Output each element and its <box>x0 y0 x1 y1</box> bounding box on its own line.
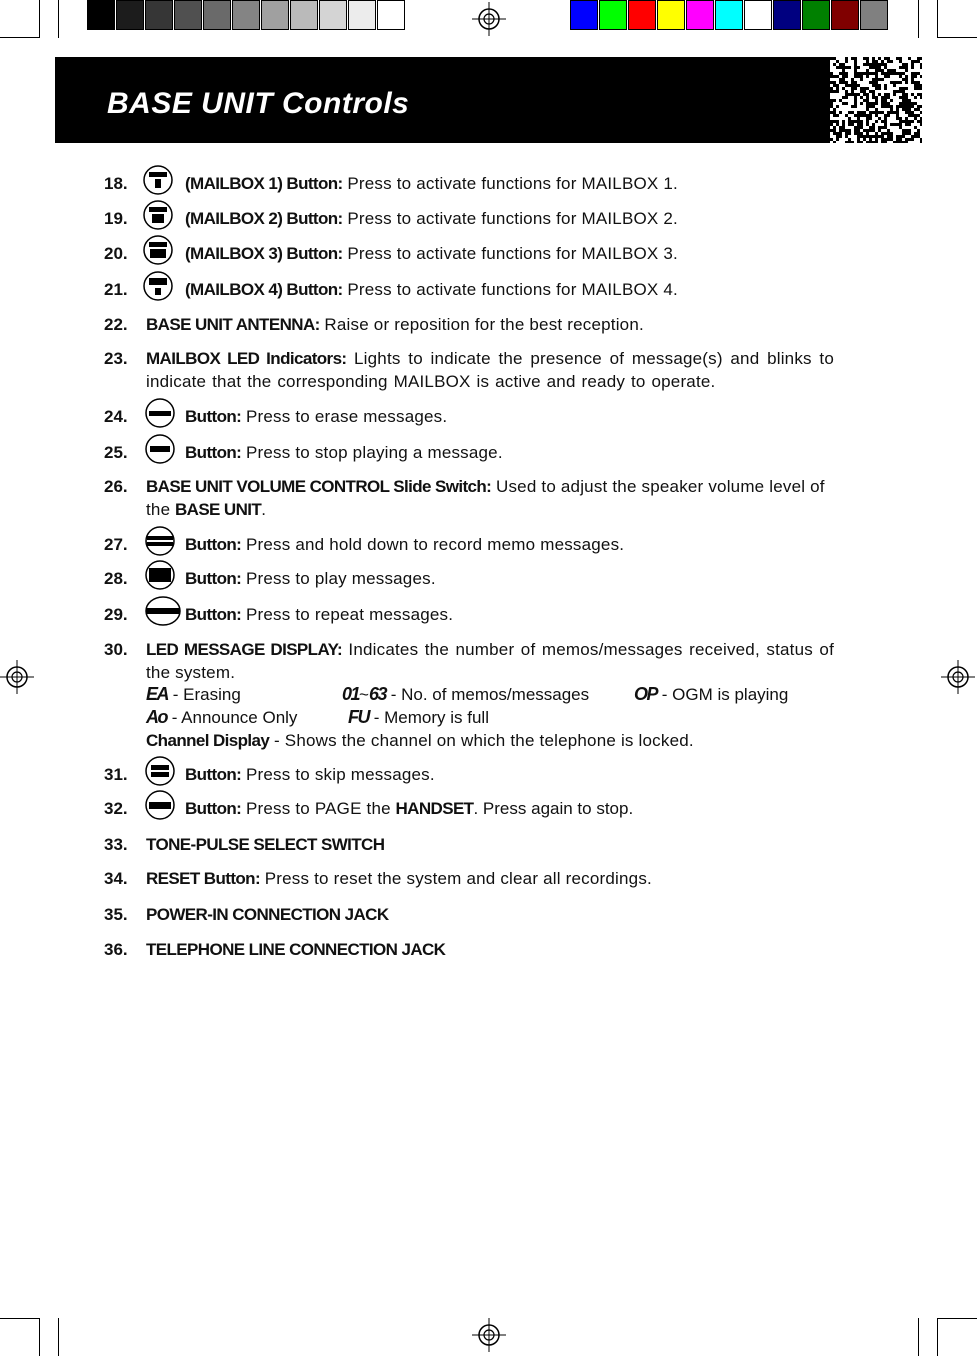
item-description: Raise or reposition for the best reception. <box>324 315 644 334</box>
item-description: Press and hold down to record memo messages. <box>245 535 625 554</box>
item-label: RESET Button: <box>146 869 261 888</box>
item-description: Press to repeat messages. <box>245 605 454 624</box>
display-code-announce <box>146 706 297 729</box>
item-label: Button: <box>185 443 242 462</box>
display-code-text: - Memory is full <box>373 708 489 727</box>
item-number: 18. <box>104 174 128 193</box>
item-number: 25. <box>104 443 128 462</box>
mailbox-2-icon <box>142 199 174 231</box>
registration-mark-top-icon <box>472 2 506 36</box>
item-description: Press to play messages. <box>245 569 436 588</box>
item-label: (MAILBOX 2) Button: <box>185 209 343 228</box>
item-number: 29. <box>104 605 128 624</box>
item-number: 26. <box>104 477 128 496</box>
grayscale-calibration-bar <box>87 0 406 30</box>
gray-swatch <box>319 0 347 30</box>
registration-mark-left-icon <box>0 660 34 694</box>
color-swatch <box>715 0 743 30</box>
page-title: BASE UNIT Controls <box>107 87 410 120</box>
item-description: Indicates the number of memos/messages received, status of the system. <box>146 640 834 682</box>
item-label: (MAILBOX 1) Button: <box>185 174 343 193</box>
item-label: Button: <box>185 605 242 624</box>
item-number: 23. <box>104 349 128 368</box>
item-description-bold: HANDSET <box>395 799 474 818</box>
color-swatch <box>831 0 859 30</box>
item-number: 32. <box>104 799 128 818</box>
channel-display-row <box>146 729 694 752</box>
gray-swatch <box>145 0 173 30</box>
item-description: Press to skip messages. <box>245 765 435 784</box>
registration-mark-bottom-icon <box>472 1318 506 1352</box>
item-number: 21. <box>104 280 128 299</box>
registration-mark-right-icon <box>941 660 975 694</box>
item-description: Press to activate functions for MAILBOX 2. <box>347 209 678 228</box>
gray-swatch <box>116 0 144 30</box>
item-description-end: . Press again to stop. <box>473 799 634 818</box>
memo-button-icon <box>144 525 176 557</box>
color-swatch <box>657 0 685 30</box>
item-number: 36. <box>104 940 128 959</box>
item-description-bold: BASE UNIT <box>174 500 262 519</box>
display-code: FU <box>348 707 369 727</box>
gray-swatch <box>203 0 231 30</box>
item-number: 22. <box>104 315 128 334</box>
display-code: EA <box>146 684 169 704</box>
display-code: Ao <box>146 707 167 727</box>
channel-display-text: - Shows the channel on which the telephone is locked. <box>274 731 694 750</box>
item-number: 19. <box>104 209 128 228</box>
skip-button-icon <box>144 755 176 787</box>
item-description: Press to stop playing a message. <box>245 443 503 462</box>
item-number: 24. <box>104 407 128 426</box>
gray-swatch <box>377 0 405 30</box>
mailbox-4-icon <box>142 270 174 302</box>
color-swatch <box>773 0 801 30</box>
channel-display-label: Channel Display <box>146 731 270 750</box>
item-description: Lights to indicate the presence of message(s) and blinks to indicate that the corresponding MAILBOX is active and ready to operate. <box>146 349 835 391</box>
display-code-text: - Erasing <box>172 685 241 704</box>
erase-button-icon <box>144 397 176 429</box>
color-calibration-bar <box>570 0 889 30</box>
item-number: 34. <box>104 869 128 888</box>
item-label: Button: <box>185 569 242 588</box>
display-code-playing <box>634 683 788 706</box>
item-label: TONE-PULSE SELECT SWITCH <box>146 835 385 854</box>
gray-swatch <box>290 0 318 30</box>
item-description: Press to erase messages. <box>245 407 448 426</box>
gray-swatch <box>261 0 289 30</box>
item-description: Press to PAGE the <box>245 799 391 818</box>
item-description: Press to activate functions for MAILBOX 4. <box>347 280 678 299</box>
item-label: TELEPHONE LINE CONNECTION JACK <box>146 940 446 959</box>
item-number: 33. <box>104 835 128 854</box>
item-label: BASE UNIT VOLUME CONTROL Slide Switch: <box>146 477 492 496</box>
page-header <box>55 57 830 143</box>
item-label: (MAILBOX 4) Button: <box>185 280 343 299</box>
item-number: 35. <box>104 905 128 924</box>
item-number: 30. <box>104 640 128 659</box>
item-description-end: . <box>261 500 266 519</box>
item-description: Press to reset the system and clear all recordings. <box>264 869 652 888</box>
gray-swatch <box>348 0 376 30</box>
display-code-text: - Announce Only <box>171 708 298 727</box>
gray-swatch <box>87 0 115 30</box>
pattern-texture-icon <box>830 57 922 143</box>
item-label: Button: <box>185 799 242 818</box>
mailbox-3-icon <box>142 234 174 266</box>
item-label: (MAILBOX 3) Button: <box>185 244 343 263</box>
item-number: 28. <box>104 569 128 588</box>
item-description: Used to adjust the speaker volume level of the <box>146 477 825 519</box>
display-code-range <box>342 683 589 706</box>
item-label: Button: <box>185 407 242 426</box>
repeat-button-icon <box>144 595 182 627</box>
gray-swatch <box>174 0 202 30</box>
color-swatch <box>686 0 714 30</box>
item-label: Button: <box>185 535 242 554</box>
color-swatch <box>570 0 598 30</box>
item-description: Press to activate functions for MAILBOX 1. <box>347 174 678 193</box>
display-code-full <box>348 706 489 729</box>
display-code: 63 <box>368 684 386 704</box>
item-label: MAILBOX LED Indicators: <box>146 349 347 368</box>
item-number: 27. <box>104 535 128 554</box>
item-label: LED MESSAGE DISPLAY: <box>146 640 343 659</box>
page-button-icon <box>144 789 176 821</box>
item-label: Button: <box>185 765 242 784</box>
color-swatch <box>860 0 888 30</box>
stop-button-icon <box>144 433 176 465</box>
display-code-text: - No. of memos/messages <box>390 685 590 704</box>
play-button-icon <box>144 559 176 591</box>
color-swatch <box>599 0 627 30</box>
display-code: OP <box>634 684 658 704</box>
color-swatch <box>628 0 656 30</box>
display-code-text: - OGM is playing <box>661 685 789 704</box>
display-code: 01 <box>342 684 360 704</box>
mailbox-1-icon <box>142 164 174 196</box>
item-number: 31. <box>104 765 128 784</box>
color-swatch <box>744 0 772 30</box>
display-code-separator: ~ <box>359 685 369 704</box>
item-label: BASE UNIT ANTENNA: <box>146 315 320 334</box>
gray-swatch <box>232 0 260 30</box>
item-description: Press to activate functions for MAILBOX 3. <box>347 244 678 263</box>
item-label: POWER-IN CONNECTION JACK <box>146 905 389 924</box>
color-swatch <box>802 0 830 30</box>
item-number: 20. <box>104 244 128 263</box>
display-code-row-1 <box>146 683 241 706</box>
